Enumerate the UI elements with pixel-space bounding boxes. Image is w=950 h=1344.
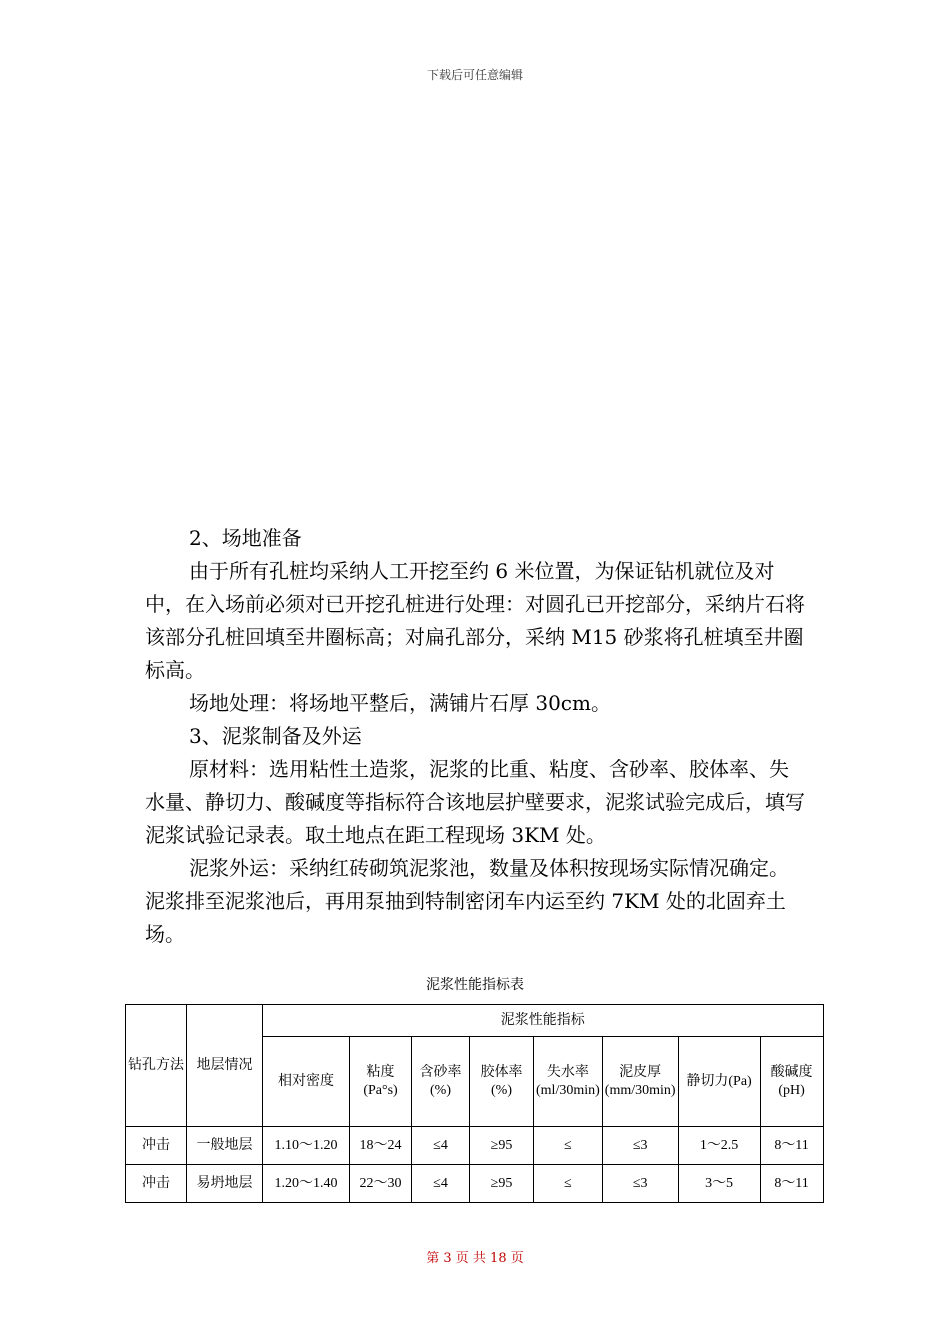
header-method: 钻孔方法 <box>126 1005 187 1127</box>
section-heading-mud: 3、泥浆制备及外运 <box>189 724 362 748</box>
cell-value: ≤3 <box>602 1127 678 1165</box>
cell-layer: 易坍地层 <box>187 1165 263 1203</box>
table-row <box>126 1127 824 1165</box>
header-col: 粘度(Pa°s) <box>350 1037 412 1127</box>
cell-value: 1～2.5 <box>678 1127 760 1165</box>
header-group: 泥浆性能指标 <box>263 1005 824 1037</box>
cell-method: 冲击 <box>126 1165 187 1203</box>
header-col: 相对密度 <box>263 1037 350 1127</box>
cell-value: 8～11 <box>760 1165 823 1203</box>
cell-value: 3～5 <box>678 1165 760 1203</box>
header-col: 酸碱度(pH) <box>760 1037 823 1127</box>
paragraph-raw-material: 原材料：选用粘性土造浆，泥浆的比重、粘度、含砂率、胶体率、失水量、静切力、酸碱度等指标符合该地层护壁要求，泥浆试验完成后，填写泥浆试验记录表。取土地点在距工程现场 3KM 处。 <box>145 757 805 847</box>
page-header: 下载后可任意编辑 <box>426 68 523 82</box>
table-caption: 泥浆性能指标表 <box>426 977 524 993</box>
header-col: 含砂率(%) <box>412 1037 470 1127</box>
header-layer: 地层情况 <box>187 1005 263 1127</box>
paragraph-pile-treatment: 由于所有孔桩均采纳人工开挖至约 6 米位置，为保证钻机就位及对中，在入场前必须对已开挖孔桩进行处理：对圆孔已开挖部分，采纳片石将该部分孔桩回填至井圈标高；对扁孔部分，采纳 M15 砂浆将孔桩填至井圈标高。 <box>145 559 805 682</box>
header-col: 胶体率(%) <box>470 1037 534 1127</box>
cell-value: ≤ <box>534 1127 603 1165</box>
paragraph-mud-transport: 泥浆外运：采纳红砖砌筑泥浆池，数量及体积按现场实际情况确定。泥浆排至泥浆池后，再用泵抽到特制密闭车内运至约 7KM 处的北固弃土场。 <box>145 856 789 946</box>
table-row <box>126 1165 824 1203</box>
header-col: 失水率(ml/30min) <box>534 1037 603 1127</box>
body-text <box>145 522 805 951</box>
cell-value: ≤ <box>534 1165 603 1203</box>
cell-value: 8～11 <box>760 1127 823 1165</box>
cell-value: 1.10～1.20 <box>263 1127 350 1165</box>
cell-method: 冲击 <box>126 1127 187 1165</box>
cell-value: 18～24 <box>350 1127 412 1165</box>
section-heading-site-prep: 2、场地准备 <box>189 526 302 550</box>
cell-value: 22～30 <box>350 1165 412 1203</box>
page-footer: 第 3 页 共 18 页 <box>426 1251 524 1266</box>
cell-value: ≥95 <box>470 1165 534 1203</box>
cell-value: ≤4 <box>412 1165 470 1203</box>
header-col: 静切力(Pa) <box>678 1037 760 1127</box>
paragraph-site-treatment: 场地处理：将场地平整后，满铺片石厚 30cm。 <box>189 691 611 715</box>
cell-value: ≤4 <box>412 1127 470 1165</box>
cell-value: ≤3 <box>602 1165 678 1203</box>
mud-performance-table <box>125 1004 824 1203</box>
header-col: 泥皮厚(mm/30min) <box>602 1037 678 1127</box>
cell-layer: 一般地层 <box>187 1127 263 1165</box>
cell-value: 1.20～1.40 <box>263 1165 350 1203</box>
cell-value: ≥95 <box>470 1127 534 1165</box>
